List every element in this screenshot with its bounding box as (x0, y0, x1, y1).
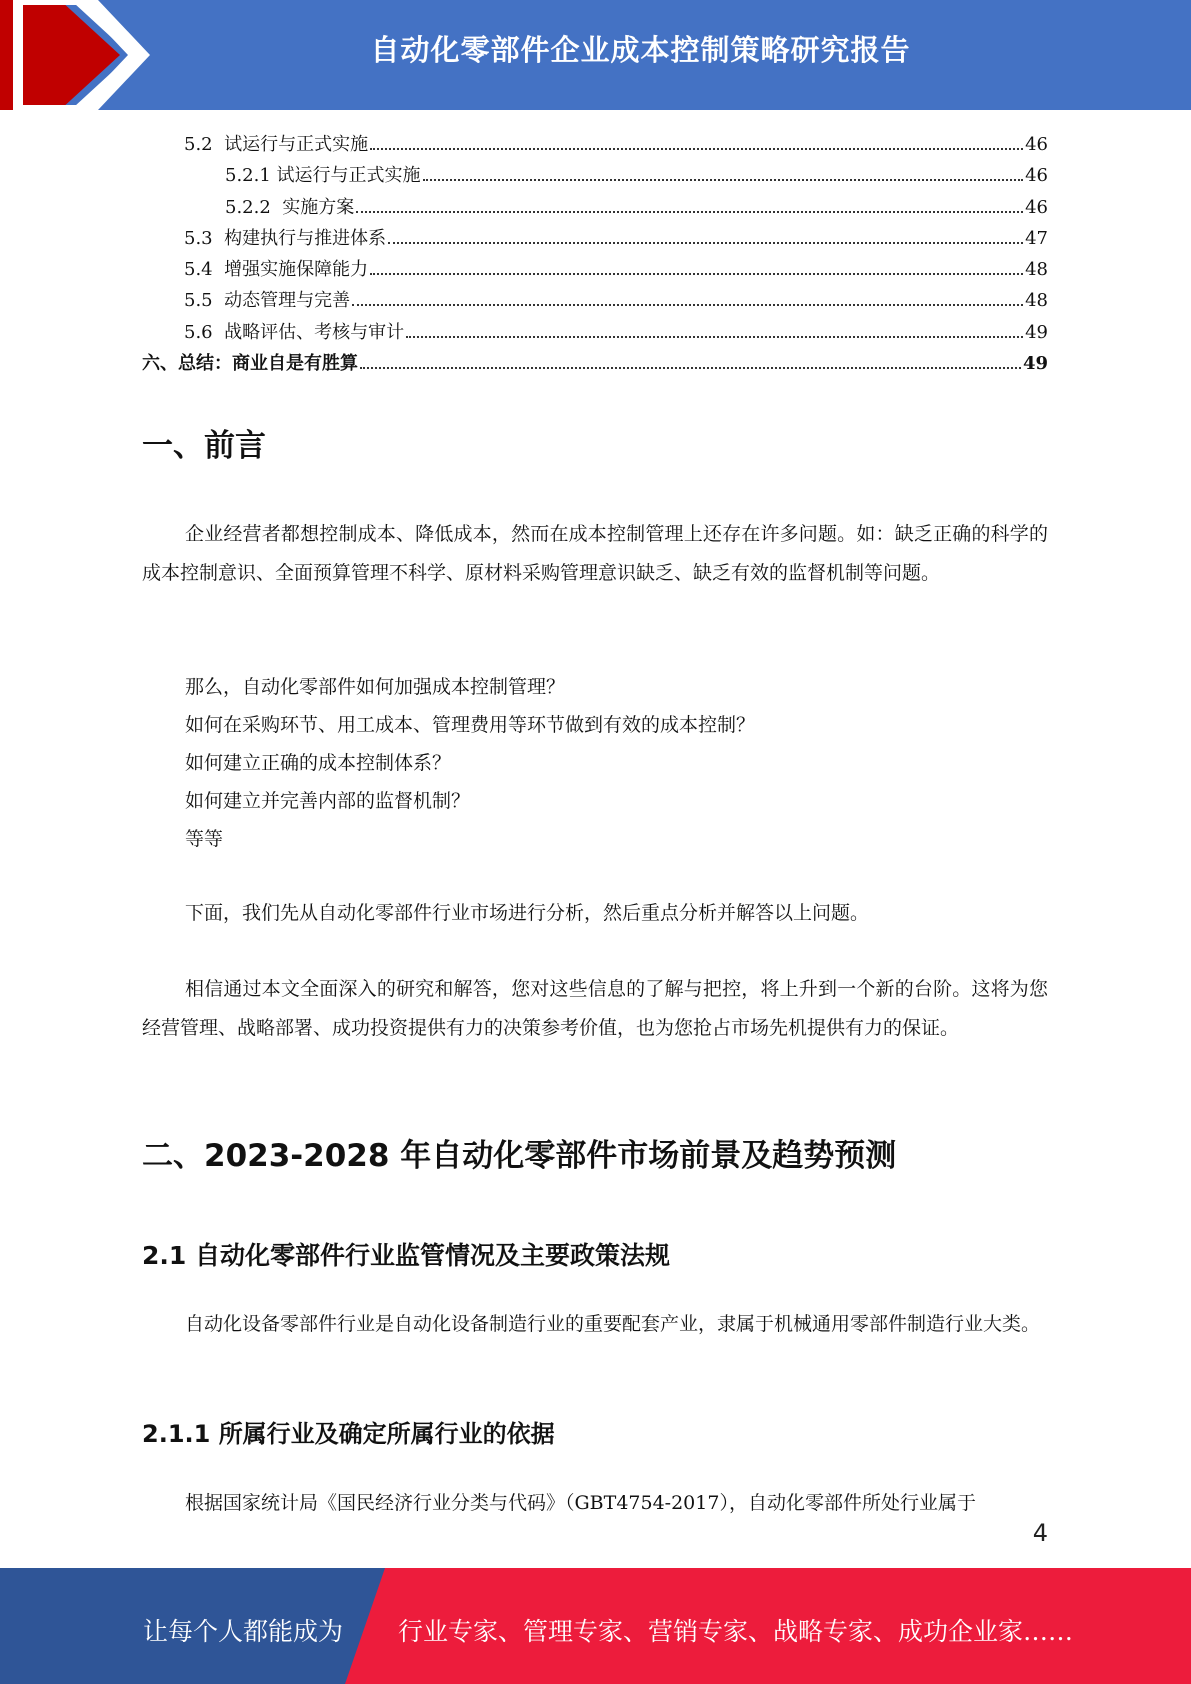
question-line: 那么，自动化零部件如何加强成本控制管理？ (185, 676, 566, 698)
footer-slogan-right: 行业专家、管理专家、营销专家、战略专家、成功企业家…… (398, 1617, 1074, 1646)
toc-entry-label: 5.3 构建执行与推进体系 (184, 227, 387, 249)
toc-entry-label: 5.4 增强实施保障能力 (184, 259, 369, 281)
toc-entry-page: 46 (1025, 134, 1048, 155)
header-title: 自动化零部件企业成本控制策略研究报告 (370, 33, 911, 67)
toc-leader (423, 179, 1024, 181)
toc-leader (356, 211, 1023, 213)
table-of-contents (142, 130, 1048, 380)
page-number: 4 (1032, 1519, 1048, 1547)
toc-entry-page: 48 (1025, 259, 1048, 281)
page-footer (0, 1568, 1191, 1684)
question-line: 如何在采购环节、用工成本、管理费用等环节做到有效的成本控制？ (185, 714, 756, 736)
toc-entry-label: 5.5 动态管理与完善 (184, 290, 351, 312)
toc-entry-page: 47 (1025, 227, 1048, 249)
preface-paragraph-3: 相信通过本文全面深入的研究和解答，您对这些信息的了解与把控，将上升到一个新的台阶。这将为您经营管理、战略部署、成功投资提供有力的决策参考价值，也为您抢占市场先机提供有力的保证。 (142, 978, 1048, 1039)
toc-entry[interactable] (142, 349, 1048, 380)
toc-entry-page: 49 (1025, 321, 1048, 343)
toc-entry[interactable] (142, 161, 1048, 192)
question-line: 如何建立正确的成本控制体系？ (185, 752, 452, 774)
toc-leader (370, 273, 1023, 275)
preface-paragraph-2: 下面，我们先从自动化零部件行业市场进行分析，然后重点分析并解答以上问题。 (185, 902, 870, 924)
toc-leader (388, 242, 1023, 244)
toc-entry[interactable] (142, 318, 1048, 349)
subsection-2-1-paragraph: 自动化设备零部件行业是自动化设备制造行业的重要配套产业，隶属于机械通用零部件制造行业大类。 (185, 1313, 1041, 1335)
toc-leader (406, 336, 1023, 338)
toc-entry-page: 49 (1022, 353, 1048, 375)
preface-paragraph-1: 企业经营者都想控制成本、降低成本，然而在成本控制管理上还存在许多问题。如：缺乏正确的科学的成本控制意识、全面预算管理不科学、原材料采购管理意识缺乏、缺乏有效的监督机制等问题。 (142, 523, 1048, 584)
toc-entry-page: 48 (1025, 290, 1048, 312)
subsection-heading-2-1: 2.1 自动化零部件行业监管情况及主要政策法规 (142, 1241, 670, 1270)
section-heading-market-outlook: 二、2023-2028 年自动化零部件市场前景及趋势预测 (142, 1138, 897, 1174)
toc-entry-label: 5.2 试运行与正式实施 (184, 134, 369, 155)
toc-entry-label: 5.2.1 试运行与正式实施 (225, 165, 421, 187)
toc-entry-page: 46 (1025, 196, 1048, 218)
toc-entry-label: 5.2.2 实施方案 (225, 196, 355, 218)
question-line: 等等 (185, 828, 224, 850)
subsection-heading-2-1-1: 2.1.1 所属行业及确定所属行业的依据 (142, 1420, 555, 1448)
subsection-2-1-1-paragraph: 根据国家统计局《国民经济行业分类与代码》（GBT4754-2017），自动化零部件所处行业属于 (185, 1492, 976, 1514)
toc-entry[interactable] (142, 193, 1048, 224)
toc-entry[interactable] (142, 130, 1048, 161)
toc-entry[interactable] (142, 255, 1048, 286)
toc-entry-label: 5.6 战略评估、考核与审计 (184, 321, 405, 343)
toc-leader (370, 148, 1023, 150)
section-heading-preface: 一、前言 (142, 428, 266, 464)
question-line: 如何建立并完善内部的监督机制？ (185, 790, 471, 812)
toc-entry[interactable] (142, 224, 1048, 255)
toc-leader (360, 367, 1021, 369)
footer-slogan-left: 让每个人都能成为 (143, 1617, 344, 1646)
toc-entry[interactable] (142, 286, 1048, 317)
page-header (0, 0, 1191, 110)
toc-entry-label: 六、总结：商业自是有胜算 (142, 353, 358, 375)
toc-entry-page: 46 (1025, 165, 1048, 187)
toc-leader (352, 304, 1023, 306)
